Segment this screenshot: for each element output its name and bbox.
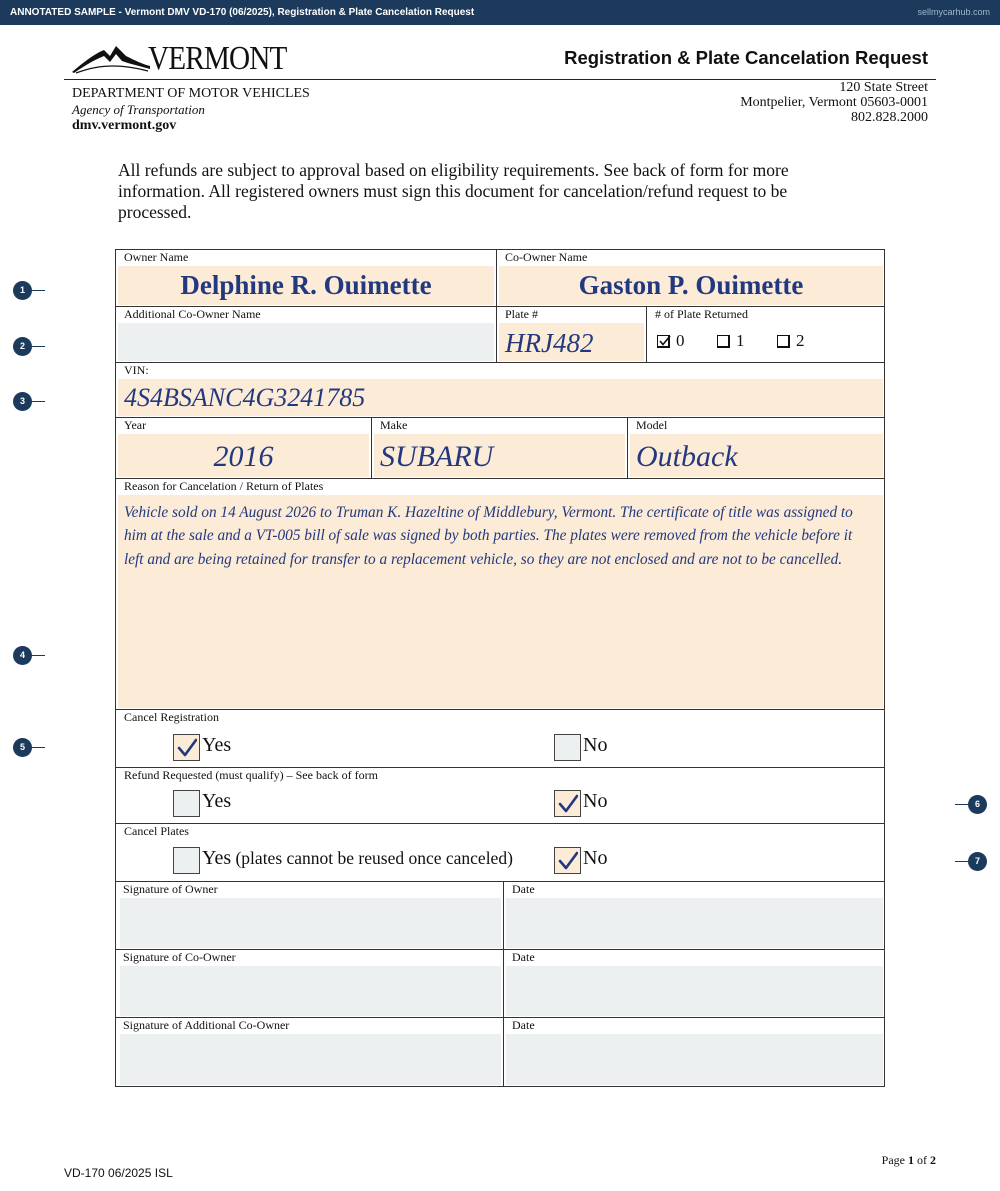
- annotation-marker-6: 6: [968, 795, 987, 814]
- cancelation-form: [115, 249, 885, 1087]
- owner-name-cell: [116, 250, 497, 307]
- vin-field[interactable]: [118, 379, 883, 416]
- refund-requested-yes-checkbox[interactable]: [173, 790, 200, 817]
- model-label: Model: [636, 418, 668, 432]
- additional-co-owner-field[interactable]: [118, 323, 494, 361]
- owner-date-label: Date: [512, 882, 535, 896]
- banner-site: sellmycarhub.com: [917, 7, 990, 17]
- owner-date-field[interactable]: [506, 898, 883, 948]
- co-owner-signature-cell: [116, 950, 504, 1018]
- co-owner-name-label: Co-Owner Name: [505, 250, 588, 264]
- cancel-plates-no-checkbox[interactable]: [554, 847, 581, 874]
- annotation-marker-3: 3: [13, 392, 32, 411]
- checkmark-icon: [658, 334, 672, 348]
- vin-value: 4S4BSANC4G3241785: [124, 383, 366, 412]
- additional-co-owner-signature-label: Signature of Additional Co-Owner: [123, 1018, 290, 1032]
- form-title: Registration & Plate Cancelation Request: [564, 47, 928, 68]
- address-street: 120 State Street: [839, 80, 928, 95]
- year-label: Year: [124, 418, 147, 432]
- co-owner-name-field[interactable]: [499, 266, 883, 305]
- intro-paragraph: All refunds are subject to approval based on eligibility requirements. See back of form for more information. All registered owners must sign this document for cancelation/refund request to be processed.: [118, 160, 789, 222]
- cancel-plates-yes-label: [202, 847, 513, 870]
- vin-cell: [116, 363, 885, 418]
- cancel-registration-no-label: No: [583, 734, 608, 756]
- plate-label: Plate #: [505, 307, 538, 321]
- page-prefix: Page: [881, 1153, 908, 1167]
- plate-cell: [497, 307, 647, 363]
- co-owner-date-label: Date: [512, 950, 535, 964]
- model-field[interactable]: [630, 434, 883, 477]
- plates-returned-1-label: 1: [736, 331, 745, 350]
- cancel-plates-yes-text: Yes: [202, 847, 232, 869]
- co-owner-signature-label: Signature of Co-Owner: [123, 950, 236, 964]
- mountain-logo-icon: [70, 42, 150, 74]
- reason-cell: [116, 479, 885, 710]
- page-of: of: [914, 1153, 930, 1167]
- plates-returned-2-label: 2: [796, 331, 805, 350]
- banner-title: ANNOTATED SAMPLE - Vermont DMV VD-170 (06/2025), Registration & Plate Cancelation Request: [10, 7, 475, 18]
- additional-co-owner-signature-field[interactable]: [120, 1034, 501, 1085]
- co-owner-date-field[interactable]: [506, 966, 883, 1016]
- department-block: [72, 86, 310, 134]
- refund-requested-no-label: No: [583, 790, 608, 812]
- address-city: Montpelier, Vermont 05603-0001: [740, 95, 928, 110]
- logo-wordmark: VERMONT: [148, 40, 287, 77]
- cancel-registration-yes-checkbox[interactable]: [173, 734, 200, 761]
- owner-signature-label: Signature of Owner: [123, 882, 218, 896]
- department-name: DEPARTMENT OF MOTOR VEHICLES: [72, 86, 310, 101]
- checkmark-icon: [558, 794, 578, 814]
- owner-name-label: Owner Name: [124, 250, 189, 264]
- checkmark-icon: [177, 738, 197, 758]
- additional-co-owner-date-cell: [504, 1018, 885, 1086]
- plate-field[interactable]: [499, 323, 644, 361]
- phone-number: 802.828.2000: [851, 110, 928, 125]
- cancel-plates-yes-note: (plates cannot be reused once canceled): [231, 848, 513, 868]
- form-id: VD-170 06/2025 ISL: [64, 1166, 173, 1180]
- plates-returned-label: # of Plate Returned: [655, 307, 748, 321]
- annotation-banner: [0, 0, 1000, 25]
- plate-value: HRJ482: [505, 328, 594, 358]
- annotation-leader-5: [31, 747, 45, 748]
- plates-returned-2-checkbox[interactable]: [777, 335, 790, 348]
- dmv-website: dmv.vermont.gov: [72, 118, 177, 133]
- page-number: 1: [908, 1153, 914, 1167]
- address-block: [740, 80, 928, 125]
- owner-name-field[interactable]: [118, 266, 494, 305]
- cancel-registration-label: Cancel Registration: [124, 710, 219, 724]
- cancel-registration-no-checkbox[interactable]: [554, 734, 581, 761]
- refund-requested-label: Refund Requested (must qualify) – See back of form: [124, 768, 378, 782]
- refund-requested-row: [116, 768, 885, 824]
- model-cell: [628, 418, 885, 479]
- co-owner-date-cell: [504, 950, 885, 1018]
- vin-label: VIN:: [124, 363, 149, 377]
- make-cell: [372, 418, 628, 479]
- additional-co-owner-cell: [116, 307, 497, 363]
- annotation-leader-4: [31, 655, 45, 656]
- reason-field[interactable]: [118, 495, 883, 708]
- additional-co-owner-date-field[interactable]: [506, 1034, 883, 1085]
- additional-co-owner-signature-cell: [116, 1018, 504, 1086]
- year-field[interactable]: [118, 434, 369, 477]
- year-cell: [116, 418, 372, 479]
- cancel-registration-row: [116, 710, 885, 768]
- co-owner-signature-field[interactable]: [120, 966, 501, 1016]
- make-field[interactable]: [374, 434, 625, 477]
- make-label: Make: [380, 418, 408, 432]
- cancel-plates-label: Cancel Plates: [124, 824, 189, 838]
- owner-signature-field[interactable]: [120, 898, 501, 948]
- agency-name: Agency of Transportation: [72, 102, 205, 117]
- reason-label: Reason for Cancelation / Return of Plates: [124, 479, 324, 493]
- page-total: 2: [930, 1153, 936, 1167]
- reason-value: Vehicle sold on 14 August 2026 to Truman K. Hazeltine of Middlebury, Vermont. The certificate of title was assigned to him at the sale and a VT-005 bill of sale was signed by both parties. The plates were removed from the vehicle before it left and are being retained for transfer to a replacement vehicle, so they are not enclosed and are not to be cancelled.: [124, 504, 853, 568]
- annotation-marker-1: 1: [13, 281, 32, 300]
- cancel-plates-no-label: No: [583, 847, 608, 869]
- annotation-marker-7: 7: [968, 852, 987, 871]
- co-owner-name-cell: [497, 250, 885, 307]
- owner-signature-cell: [116, 882, 504, 950]
- plates-returned-0-label: 0: [676, 331, 685, 350]
- annotation-marker-4: 4: [13, 646, 32, 665]
- refund-requested-yes-label: Yes: [202, 790, 232, 812]
- annotation-marker-5: 5: [13, 738, 32, 757]
- additional-co-owner-label: Additional Co-Owner Name: [124, 307, 261, 321]
- annotation-leader-2: [31, 346, 45, 347]
- make-value: SUBARU: [380, 440, 494, 473]
- cancel-plates-yes-checkbox[interactable]: [173, 847, 200, 874]
- owner-name-value: Delphine R. Ouimette: [180, 270, 432, 300]
- plates-returned-0-checkbox[interactable]: [657, 335, 670, 348]
- annotation-leader-7: [955, 861, 969, 862]
- additional-co-owner-date-label: Date: [512, 1018, 535, 1032]
- co-owner-name-value: Gaston P. Ouimette: [578, 270, 804, 300]
- cancel-registration-yes-label: Yes: [202, 734, 232, 756]
- model-value: Outback: [636, 440, 738, 473]
- year-value: 2016: [213, 440, 274, 473]
- checkmark-icon: [558, 851, 578, 871]
- owner-date-cell: [504, 882, 885, 950]
- page-indicator: [882, 1153, 936, 1168]
- plates-returned-cell: [647, 307, 885, 363]
- refund-requested-no-checkbox[interactable]: [554, 790, 581, 817]
- annotation-leader-3: [31, 401, 45, 402]
- annotation-leader-1: [31, 290, 45, 291]
- cancel-plates-row: [116, 824, 885, 882]
- annotation-marker-2: 2: [13, 337, 32, 356]
- annotation-leader-6: [955, 804, 969, 805]
- plates-returned-1-checkbox[interactable]: [717, 335, 730, 348]
